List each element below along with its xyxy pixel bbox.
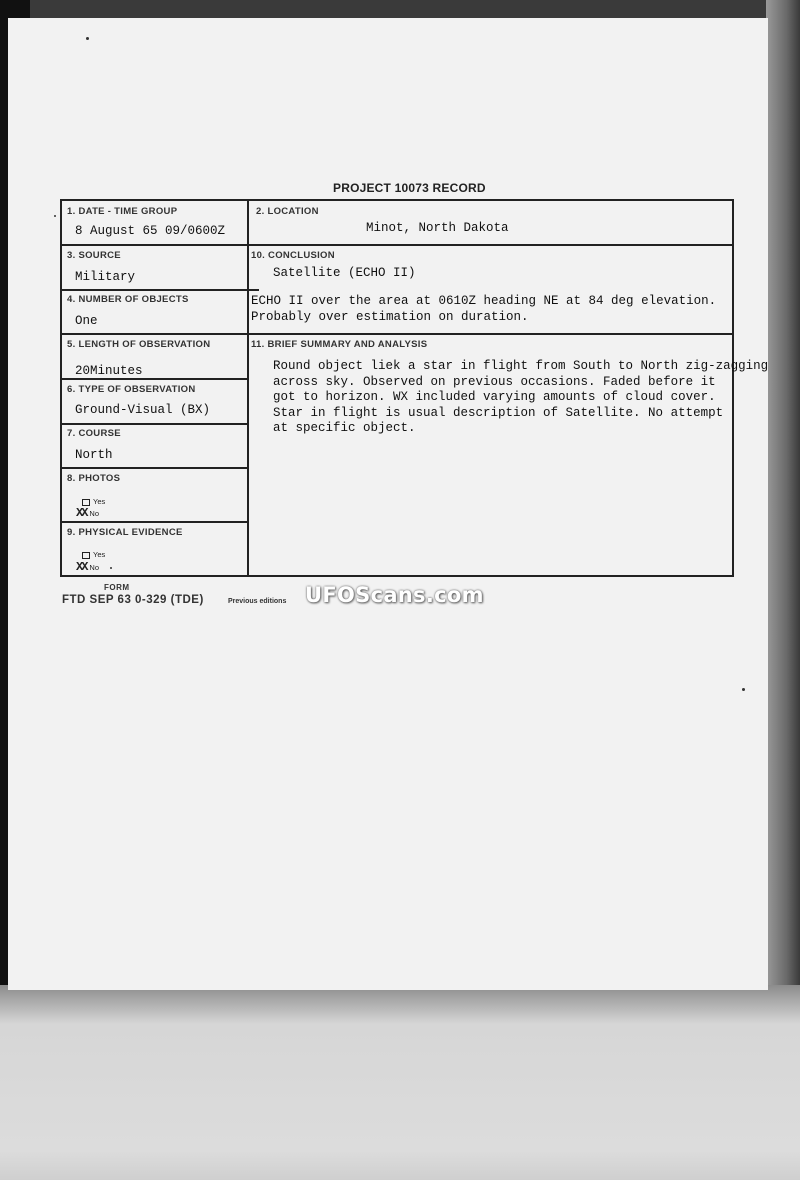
dust-speck — [86, 37, 89, 40]
course-value: North — [75, 448, 113, 462]
physical-evidence-label: 9. PHYSICAL EVIDENCE — [67, 527, 183, 538]
checkbox-marked-icon: XX — [76, 560, 87, 574]
conclusion-comment-line: ECHO II over the area at 0610Z heading NE at 84 deg elevation. — [251, 294, 717, 308]
row-divider-stub — [247, 289, 259, 291]
location-value: Minot, North Dakota — [366, 221, 509, 235]
checkbox-icon — [82, 552, 90, 559]
footer-form-word: FORM — [104, 583, 130, 592]
record-form — [60, 199, 769, 577]
conclusion-comment — [251, 294, 716, 325]
summary-line: Star in flight is usual description of Satellite. No attempt — [273, 405, 724, 420]
photos-yes-option: Yes — [82, 497, 105, 506]
type-of-observation-label: 6. TYPE OF OBSERVATION — [67, 384, 196, 395]
course-label: 7. COURSE — [67, 428, 121, 439]
checkbox-icon — [82, 499, 90, 506]
row-divider — [62, 423, 248, 425]
location-label: 2. LOCATION — [256, 206, 319, 217]
footer-form-id: FTD SEP 63 0-329 (TDE) — [62, 594, 204, 606]
date-time-value: 8 August 65 09/0600Z — [75, 224, 226, 238]
summary-line: Round object liek a star in flight from South to North zig-zagging — [273, 359, 769, 373]
source-label: 3. SOURCE — [67, 250, 121, 261]
summary-text — [273, 359, 769, 437]
number-of-objects-value: One — [75, 314, 98, 328]
length-of-observation-value: 20Minutes — [75, 364, 143, 378]
conclusion-label: 10. CONCLUSION — [251, 250, 335, 261]
summary-line: across sky. Observed on previous occasions. Faded before it — [273, 374, 716, 389]
dust-speck — [54, 215, 56, 217]
conclusion-value: Satellite (ECHO II) — [273, 266, 416, 280]
watermark: UFOScans.com — [305, 583, 484, 607]
scan-background — [0, 985, 800, 1180]
physical-evidence-no-option: XX No — [76, 560, 99, 574]
row-divider — [62, 467, 248, 469]
row-divider — [62, 333, 734, 335]
record-title: PROJECT 10073 RECORD — [333, 181, 486, 195]
photos-no-option: XX No — [76, 506, 99, 520]
number-of-objects-label: 4. NUMBER OF OBJECTS — [67, 294, 189, 305]
type-of-observation-value: Ground-Visual (BX) — [75, 403, 211, 417]
row-divider — [62, 244, 734, 246]
summary-line: at specific object. — [273, 421, 416, 435]
summary-line: got to horizon. WX included varying amounts of cloud cover. — [273, 390, 716, 404]
checkbox-marked-icon: XX — [76, 506, 87, 520]
row-divider — [62, 289, 248, 291]
date-time-label: 1. DATE - TIME GROUP — [67, 206, 178, 217]
row-divider — [62, 521, 248, 523]
photos-label: 8. PHOTOS — [67, 473, 121, 484]
length-of-observation-label: 5. LENGTH OF OBSERVATION — [67, 339, 211, 350]
summary-label: 11. BRIEF SUMMARY AND ANALYSIS — [251, 339, 428, 350]
column-divider — [247, 201, 249, 575]
row-divider — [62, 378, 248, 380]
physical-evidence-yes-option: Yes — [82, 550, 105, 559]
dust-speck — [742, 688, 745, 691]
source-value: Military — [75, 270, 136, 284]
footer-previous-editions: Previous editions — [228, 598, 287, 605]
conclusion-comment-line: Probably over estimation on duration. — [251, 309, 529, 324]
